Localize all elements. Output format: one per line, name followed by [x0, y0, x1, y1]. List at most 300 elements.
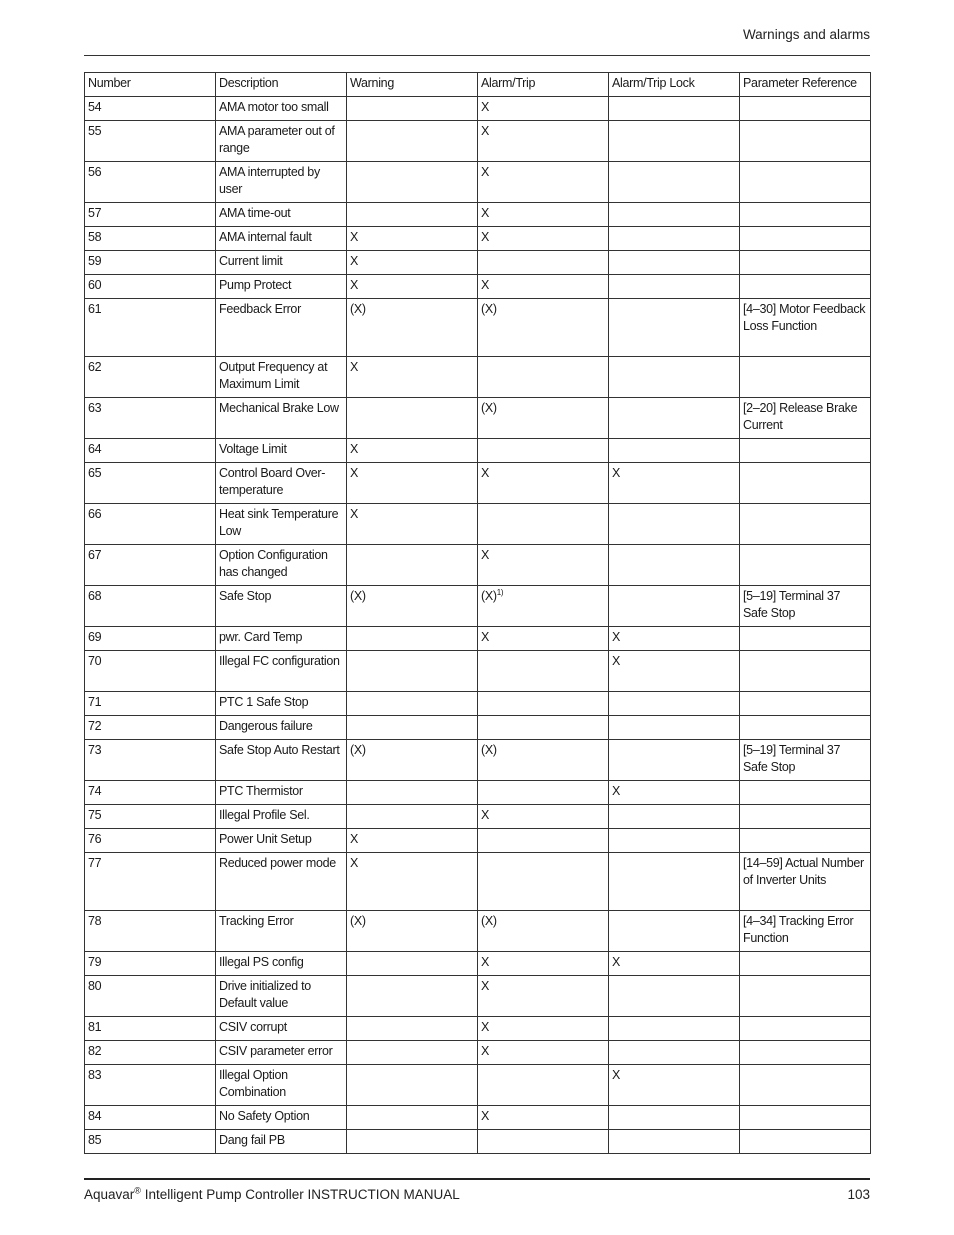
- cell-warning: [347, 781, 478, 805]
- cell-parameter-reference: [740, 627, 871, 651]
- cell-description: [216, 651, 347, 692]
- cell-number: [85, 275, 216, 299]
- cell-alarm-trip-lock-text: X: [612, 630, 621, 644]
- cell-alarm-trip-lock-text: X: [612, 955, 621, 969]
- cell-description-text: AMA interrupted by user: [219, 165, 320, 196]
- cell-description-text: Feedback Error: [219, 302, 301, 316]
- cell-parameter-reference: [740, 1130, 871, 1154]
- cell-description: [216, 299, 347, 357]
- cell-description-text: Illegal Profile Sel.: [219, 808, 310, 822]
- cell-number-text: 79: [88, 955, 102, 969]
- cell-description: [216, 805, 347, 829]
- table-row: [85, 853, 871, 911]
- manual-title: [84, 1187, 460, 1202]
- cell-alarm-trip-lock: [609, 1017, 740, 1041]
- cell-warning: [347, 275, 478, 299]
- cell-description: [216, 251, 347, 275]
- table-row: [85, 251, 871, 275]
- cell-warning: [347, 504, 478, 545]
- cell-parameter-reference: [740, 651, 871, 692]
- cell-warning-text: X: [350, 278, 359, 292]
- cell-description: [216, 121, 347, 162]
- cell-number: [85, 357, 216, 398]
- cell-number-text: 76: [88, 832, 102, 846]
- cell-number: [85, 781, 216, 805]
- cell-description-text: CSIV parameter error: [219, 1044, 333, 1058]
- cell-warning: [347, 805, 478, 829]
- cell-number: [85, 586, 216, 627]
- cell-alarm-trip: [478, 692, 609, 716]
- cell-description-text: Illegal Option Combination: [219, 1068, 288, 1099]
- cell-number: [85, 829, 216, 853]
- cell-number: [85, 203, 216, 227]
- cell-warning-text: X: [350, 442, 359, 456]
- cell-alarm-trip-lock: [609, 829, 740, 853]
- cell-number: [85, 911, 216, 952]
- cell-description: [216, 627, 347, 651]
- cell-warning-text: (X): [350, 589, 366, 603]
- cell-alarm-trip: [478, 398, 609, 439]
- cell-number-text: 66: [88, 507, 102, 521]
- cell-number: [85, 121, 216, 162]
- cell-warning: [347, 1041, 478, 1065]
- cell-alarm-trip-text: (X): [481, 743, 497, 757]
- table-row: [85, 781, 871, 805]
- cell-alarm-trip-lock: [609, 463, 740, 504]
- cell-alarm-trip: [478, 162, 609, 203]
- cell-number: [85, 439, 216, 463]
- table-row: [85, 952, 871, 976]
- cell-alarm-trip: [478, 545, 609, 586]
- table-row: [85, 1065, 871, 1106]
- cell-parameter-reference: [740, 463, 871, 504]
- cell-warning: [347, 976, 478, 1017]
- cell-warning-text: X: [350, 856, 359, 870]
- cell-warning: [347, 740, 478, 781]
- cell-warning: [347, 398, 478, 439]
- cell-number: [85, 1106, 216, 1130]
- cell-alarm-trip: [478, 357, 609, 398]
- cell-alarm-trip-lock: [609, 504, 740, 545]
- cell-alarm-trip-text: X: [481, 230, 490, 244]
- column-header-description: Description: [216, 73, 347, 97]
- cell-alarm-trip-lock: [609, 1130, 740, 1154]
- cell-number-text: 64: [88, 442, 102, 456]
- footnote-marker: 1): [496, 587, 504, 597]
- cell-parameter-reference: [740, 911, 871, 952]
- cell-description-text: PTC Thermistor: [219, 784, 303, 798]
- cell-number-text: 54: [88, 100, 102, 114]
- cell-warning: [347, 545, 478, 586]
- cell-warning: [347, 853, 478, 911]
- cell-number-text: 74: [88, 784, 102, 798]
- cell-number-text: 75: [88, 808, 102, 822]
- cell-number: [85, 692, 216, 716]
- cell-parameter-reference: [740, 545, 871, 586]
- cell-alarm-trip: [478, 740, 609, 781]
- cell-description: [216, 1130, 347, 1154]
- cell-alarm-trip-lock-text: X: [612, 1068, 621, 1082]
- cell-alarm-trip: [478, 1106, 609, 1130]
- cell-alarm-trip-text: X: [481, 1044, 490, 1058]
- cell-alarm-trip: [478, 805, 609, 829]
- cell-description-text: Illegal FC configuration: [219, 654, 340, 668]
- cell-alarm-trip-text: X: [481, 955, 490, 969]
- cell-parameter-reference: [740, 398, 871, 439]
- cell-description: [216, 586, 347, 627]
- cell-alarm-trip-text: X: [481, 124, 490, 138]
- cell-alarm-trip-lock: [609, 853, 740, 911]
- cell-number-text: 57: [88, 206, 102, 220]
- cell-number: [85, 545, 216, 586]
- cell-number: [85, 1017, 216, 1041]
- cell-number: [85, 740, 216, 781]
- cell-parameter-reference: [740, 976, 871, 1017]
- cell-number-text: 60: [88, 278, 102, 292]
- header-divider: [84, 55, 870, 56]
- cell-alarm-trip-text: X: [481, 1020, 490, 1034]
- cell-description-text: Mechanical Brake Low: [219, 401, 339, 415]
- cell-description: [216, 545, 347, 586]
- cell-parameter-reference-text: [5–19] Terminal 37 Safe Stop: [743, 743, 841, 774]
- cell-description: [216, 1017, 347, 1041]
- table-row: [85, 1130, 871, 1154]
- cell-warning: [347, 97, 478, 121]
- cell-warning: [347, 1130, 478, 1154]
- cell-description-text: AMA parameter out of range: [219, 124, 335, 155]
- cell-description-text: CSIV corrupt: [219, 1020, 287, 1034]
- cell-number-text: 84: [88, 1109, 102, 1123]
- table-row: [85, 162, 871, 203]
- cell-number-text: 73: [88, 743, 102, 757]
- cell-number-text: 85: [88, 1133, 102, 1147]
- cell-number: [85, 651, 216, 692]
- cell-description-text: Heat sink Temperature Low: [219, 507, 339, 538]
- cell-number-text: 71: [88, 695, 102, 709]
- cell-parameter-reference: [740, 357, 871, 398]
- cell-parameter-reference: [740, 716, 871, 740]
- cell-number: [85, 976, 216, 1017]
- cell-alarm-trip-lock: [609, 911, 740, 952]
- cell-warning-text: X: [350, 466, 359, 480]
- cell-number-text: 62: [88, 360, 102, 374]
- cell-parameter-reference: [740, 203, 871, 227]
- cell-number: [85, 299, 216, 357]
- cell-description-text: AMA time-out: [219, 206, 291, 220]
- cell-alarm-trip: [478, 504, 609, 545]
- cell-alarm-trip-lock: [609, 545, 740, 586]
- table-row: [85, 651, 871, 692]
- cell-parameter-reference: [740, 227, 871, 251]
- cell-number-text: 80: [88, 979, 102, 993]
- cell-alarm-trip: [478, 586, 609, 627]
- cell-alarm-trip: [478, 1017, 609, 1041]
- cell-alarm-trip: [478, 1041, 609, 1065]
- cell-parameter-reference: [740, 781, 871, 805]
- cell-alarm-trip-lock: [609, 203, 740, 227]
- table-row: [85, 357, 871, 398]
- cell-alarm-trip: [478, 651, 609, 692]
- cell-description-text: Reduced power mode: [219, 856, 336, 870]
- table-row: [85, 1017, 871, 1041]
- cell-alarm-trip-lock-text: X: [612, 466, 621, 480]
- cell-parameter-reference: [740, 692, 871, 716]
- cell-warning: [347, 203, 478, 227]
- cell-description-text: Safe Stop Auto Restart: [219, 743, 340, 757]
- cell-parameter-reference: [740, 299, 871, 357]
- cell-description-text: Illegal PS config: [219, 955, 304, 969]
- cell-alarm-trip-lock: [609, 627, 740, 651]
- cell-alarm-trip-text: X: [481, 630, 490, 644]
- cell-warning: [347, 716, 478, 740]
- cell-alarm-trip-text: X: [481, 979, 490, 993]
- cell-alarm-trip: [478, 203, 609, 227]
- table-row: [85, 121, 871, 162]
- cell-parameter-reference: [740, 1017, 871, 1041]
- cell-description: [216, 463, 347, 504]
- cell-alarm-trip: [478, 627, 609, 651]
- table-row: [85, 627, 871, 651]
- cell-number: [85, 627, 216, 651]
- cell-number: [85, 251, 216, 275]
- cell-number: [85, 1041, 216, 1065]
- cell-description: [216, 275, 347, 299]
- cell-alarm-trip: [478, 1065, 609, 1106]
- cell-alarm-trip: [478, 463, 609, 504]
- cell-alarm-trip-text: X: [481, 808, 490, 822]
- cell-description-text: PTC 1 Safe Stop: [219, 695, 309, 709]
- cell-number-text: 82: [88, 1044, 102, 1058]
- table-row: [85, 805, 871, 829]
- cell-number: [85, 463, 216, 504]
- cell-alarm-trip: [478, 275, 609, 299]
- table-row: [85, 976, 871, 1017]
- column-header-alarm-trip: Alarm/Trip: [478, 73, 609, 97]
- cell-description-text: AMA motor too small: [219, 100, 329, 114]
- cell-parameter-reference: [740, 853, 871, 911]
- cell-description: [216, 504, 347, 545]
- cell-number-text: 63: [88, 401, 102, 415]
- cell-alarm-trip-lock: [609, 357, 740, 398]
- cell-number: [85, 97, 216, 121]
- cell-number-text: 55: [88, 124, 102, 138]
- cell-parameter-reference-text: [4–34] Tracking Error Function: [743, 914, 854, 945]
- cell-parameter-reference: [740, 805, 871, 829]
- cell-warning-text: X: [350, 230, 359, 244]
- cell-warning: [347, 911, 478, 952]
- cell-description: [216, 357, 347, 398]
- cell-alarm-trip: [478, 829, 609, 853]
- cell-warning: [347, 952, 478, 976]
- cell-alarm-trip-lock: [609, 586, 740, 627]
- cell-number: [85, 805, 216, 829]
- cell-alarm-trip-text: (X): [481, 589, 497, 603]
- cell-alarm-trip-text: X: [481, 206, 490, 220]
- table-row: [85, 227, 871, 251]
- cell-description-text: Safe Stop: [219, 589, 272, 603]
- cell-description-text: Option Configuration has changed: [219, 548, 328, 579]
- cell-description-text: Tracking Error: [219, 914, 294, 928]
- cell-description-text: Dangerous failure: [219, 719, 313, 733]
- cell-number: [85, 504, 216, 545]
- cell-parameter-reference: [740, 162, 871, 203]
- cell-description: [216, 97, 347, 121]
- cell-alarm-trip-lock: [609, 439, 740, 463]
- cell-alarm-trip-lock: [609, 781, 740, 805]
- cell-warning-text: X: [350, 360, 359, 374]
- table-row: [85, 692, 871, 716]
- table-row: [85, 740, 871, 781]
- cell-number: [85, 952, 216, 976]
- cell-parameter-reference: [740, 1041, 871, 1065]
- cell-number-text: 69: [88, 630, 102, 644]
- cell-alarm-trip-lock: [609, 121, 740, 162]
- cell-warning-text: X: [350, 832, 359, 846]
- table-header: [85, 73, 871, 97]
- cell-parameter-reference-text: [5–19] Terminal 37 Safe Stop: [743, 589, 841, 620]
- table-row: [85, 203, 871, 227]
- cell-description-text: Power Unit Setup: [219, 832, 312, 846]
- cell-parameter-reference: [740, 251, 871, 275]
- cell-warning-text: (X): [350, 302, 366, 316]
- cell-alarm-trip: [478, 911, 609, 952]
- table-row: [85, 463, 871, 504]
- table-row: [85, 911, 871, 952]
- cell-alarm-trip-lock: [609, 740, 740, 781]
- cell-warning: [347, 439, 478, 463]
- manual-title-prefix: Aquavar: [84, 1187, 135, 1202]
- cell-alarm-trip-lock: [609, 162, 740, 203]
- cell-number-text: 78: [88, 914, 102, 928]
- cell-parameter-reference: [740, 1106, 871, 1130]
- cell-alarm-trip-lock: [609, 805, 740, 829]
- cell-alarm-trip: [478, 952, 609, 976]
- cell-alarm-trip: [478, 716, 609, 740]
- cell-alarm-trip: [478, 439, 609, 463]
- cell-description: [216, 952, 347, 976]
- cell-warning: [347, 829, 478, 853]
- cell-number-text: 67: [88, 548, 102, 562]
- cell-description: [216, 1065, 347, 1106]
- cell-number: [85, 716, 216, 740]
- cell-number: [85, 1065, 216, 1106]
- cell-alarm-trip-text: (X): [481, 914, 497, 928]
- cell-warning: [347, 1017, 478, 1041]
- cell-warning: [347, 692, 478, 716]
- cell-description-text: No Safety Option: [219, 1109, 310, 1123]
- cell-warning: [347, 651, 478, 692]
- cell-description: [216, 692, 347, 716]
- cell-alarm-trip-lock: [609, 952, 740, 976]
- cell-alarm-trip-lock: [609, 299, 740, 357]
- cell-number-text: 72: [88, 719, 102, 733]
- column-header-alarm-trip-lock: Alarm/Trip Lock: [609, 73, 740, 97]
- cell-warning: [347, 1065, 478, 1106]
- cell-alarm-trip: [478, 227, 609, 251]
- cell-alarm-trip-text: X: [481, 100, 490, 114]
- cell-alarm-trip: [478, 121, 609, 162]
- cell-description: [216, 227, 347, 251]
- cell-number-text: 58: [88, 230, 102, 244]
- cell-warning-text: X: [350, 507, 359, 521]
- cell-parameter-reference: [740, 275, 871, 299]
- cell-parameter-reference-text: [4–30] Motor Feedback Loss Function: [743, 302, 866, 333]
- cell-number: [85, 227, 216, 251]
- cell-number-text: 56: [88, 165, 102, 179]
- cell-description-text: Current limit: [219, 254, 283, 268]
- column-header-parameter-reference: Parameter Reference: [740, 73, 871, 97]
- cell-alarm-trip-text: (X): [481, 302, 497, 316]
- cell-number: [85, 853, 216, 911]
- table-row: [85, 504, 871, 545]
- cell-alarm-trip-lock: [609, 251, 740, 275]
- table-row: [85, 299, 871, 357]
- cell-description: [216, 398, 347, 439]
- cell-alarm-trip-lock: [609, 1106, 740, 1130]
- cell-number-text: 70: [88, 654, 102, 668]
- cell-number-text: 83: [88, 1068, 102, 1082]
- cell-warning: [347, 586, 478, 627]
- cell-parameter-reference: [740, 740, 871, 781]
- cell-parameter-reference-text: [14–59] Actual Number of Inverter Units: [743, 856, 864, 887]
- cell-alarm-trip-text: X: [481, 548, 490, 562]
- cell-description: [216, 829, 347, 853]
- cell-parameter-reference: [740, 121, 871, 162]
- page-number: 103: [847, 1187, 870, 1202]
- cell-warning: [347, 227, 478, 251]
- cell-warning: [347, 627, 478, 651]
- table-body: [85, 97, 871, 1154]
- cell-description: [216, 740, 347, 781]
- table-row: [85, 586, 871, 627]
- column-header-number: Number: [85, 73, 216, 97]
- cell-warning-text: X: [350, 254, 359, 268]
- cell-description: [216, 853, 347, 911]
- cell-description-text: Output Frequency at Maximum Limit: [219, 360, 328, 391]
- table-row: [85, 1106, 871, 1130]
- cell-description-text: pwr. Card Temp: [219, 630, 303, 644]
- cell-description: [216, 976, 347, 1017]
- cell-description: [216, 911, 347, 952]
- table-row: [85, 829, 871, 853]
- cell-alarm-trip-lock: [609, 692, 740, 716]
- cell-alarm-trip-lock: [609, 1065, 740, 1106]
- cell-number: [85, 398, 216, 439]
- cell-alarm-trip: [478, 97, 609, 121]
- cell-description: [216, 1106, 347, 1130]
- cell-alarm-trip-lock: [609, 716, 740, 740]
- cell-description-text: Dang fail PB: [219, 1133, 285, 1147]
- table-row: [85, 439, 871, 463]
- cell-alarm-trip-text: X: [481, 1109, 490, 1123]
- cell-number-text: 81: [88, 1020, 102, 1034]
- table-row: [85, 275, 871, 299]
- table-row: [85, 398, 871, 439]
- cell-parameter-reference: [740, 97, 871, 121]
- cell-alarm-trip-lock: [609, 398, 740, 439]
- cell-alarm-trip-lock: [609, 97, 740, 121]
- cell-parameter-reference: [740, 586, 871, 627]
- cell-description-text: Pump Protect: [219, 278, 292, 292]
- cell-description-text: Voltage Limit: [219, 442, 287, 456]
- table-row: [85, 97, 871, 121]
- cell-description: [216, 716, 347, 740]
- manual-title-suffix: Intelligent Pump Controller INSTRUCTION MANUAL: [140, 1187, 460, 1202]
- cell-alarm-trip-text: X: [481, 165, 490, 179]
- cell-parameter-reference: [740, 1065, 871, 1106]
- cell-description-text: Drive initialized to Default value: [219, 979, 311, 1010]
- cell-warning: [347, 1106, 478, 1130]
